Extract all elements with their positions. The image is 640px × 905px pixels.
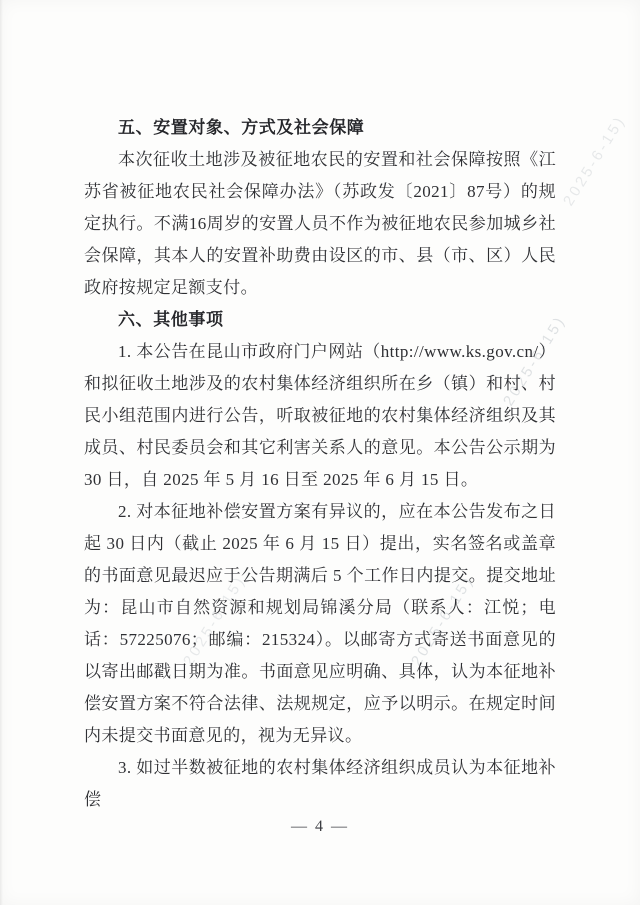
body-paragraph: 2. 对本征地补偿安置方案有异议的，应在本公告发布之日起 30 日内（截止 2025 年 6 月 15 日）提出，实名签名或盖章的书面意见最迟应于公告期满后 5 个工作日内提交。提交地址为：昆山市自然资源和规划局锦溪分局（联系人：江悦；电话：57225076；邮编：215324）。以邮寄方式寄送书面意见的以寄出邮戳日期为准。书面意见应明确、具体，认为本征地补偿安置方案不符合法律、法规规定，应予以明示。在规定时间内未提交书面意见的，视为无异议。 xyxy=(84,502,556,745)
watermark-text: 2025-6-15) xyxy=(408,572,478,670)
watermark-text: 2025-6-15) xyxy=(500,312,570,410)
document-body xyxy=(84,112,556,816)
page-number: — 4 — xyxy=(291,818,349,835)
watermark-text: 2025-6-15) xyxy=(560,112,630,210)
body-paragraph: 1. 本公告在昆山市政府门户网站（http://www.ks.gov.cn/）和拟征收土地涉及的农村集体经济组织所在乡（镇）和村、村民小组范围内进行公告，听取被征地的农村集体经济组织及其成员、村民委员会和其它利害关系人的意见。本公告公示期为 30 日，自 2025 年 5 月 16 日至 2025 年 6 月 15 日。 xyxy=(84,342,556,489)
body-paragraph: 本次征收土地涉及被征地农民的安置和社会保障按照《江苏省被征地农民社会保障办法》（苏政发〔2021〕87号）的规定执行。不满16周岁的安置人员不作为被征地农民参加城乡社会保障，其本人的安置补助费由设区的市、县（市、区）人民政府按规定足额支付。 xyxy=(84,150,556,297)
section-heading: 六、其他事项 xyxy=(118,310,224,329)
body-paragraph: 3. 如过半数被征地的农村集体经济组织成员认为本征地补偿 xyxy=(84,758,556,809)
watermark-text: 2025-6-15) xyxy=(180,572,250,670)
section-heading: 五、安置对象、方式及社会保障 xyxy=(118,118,365,137)
